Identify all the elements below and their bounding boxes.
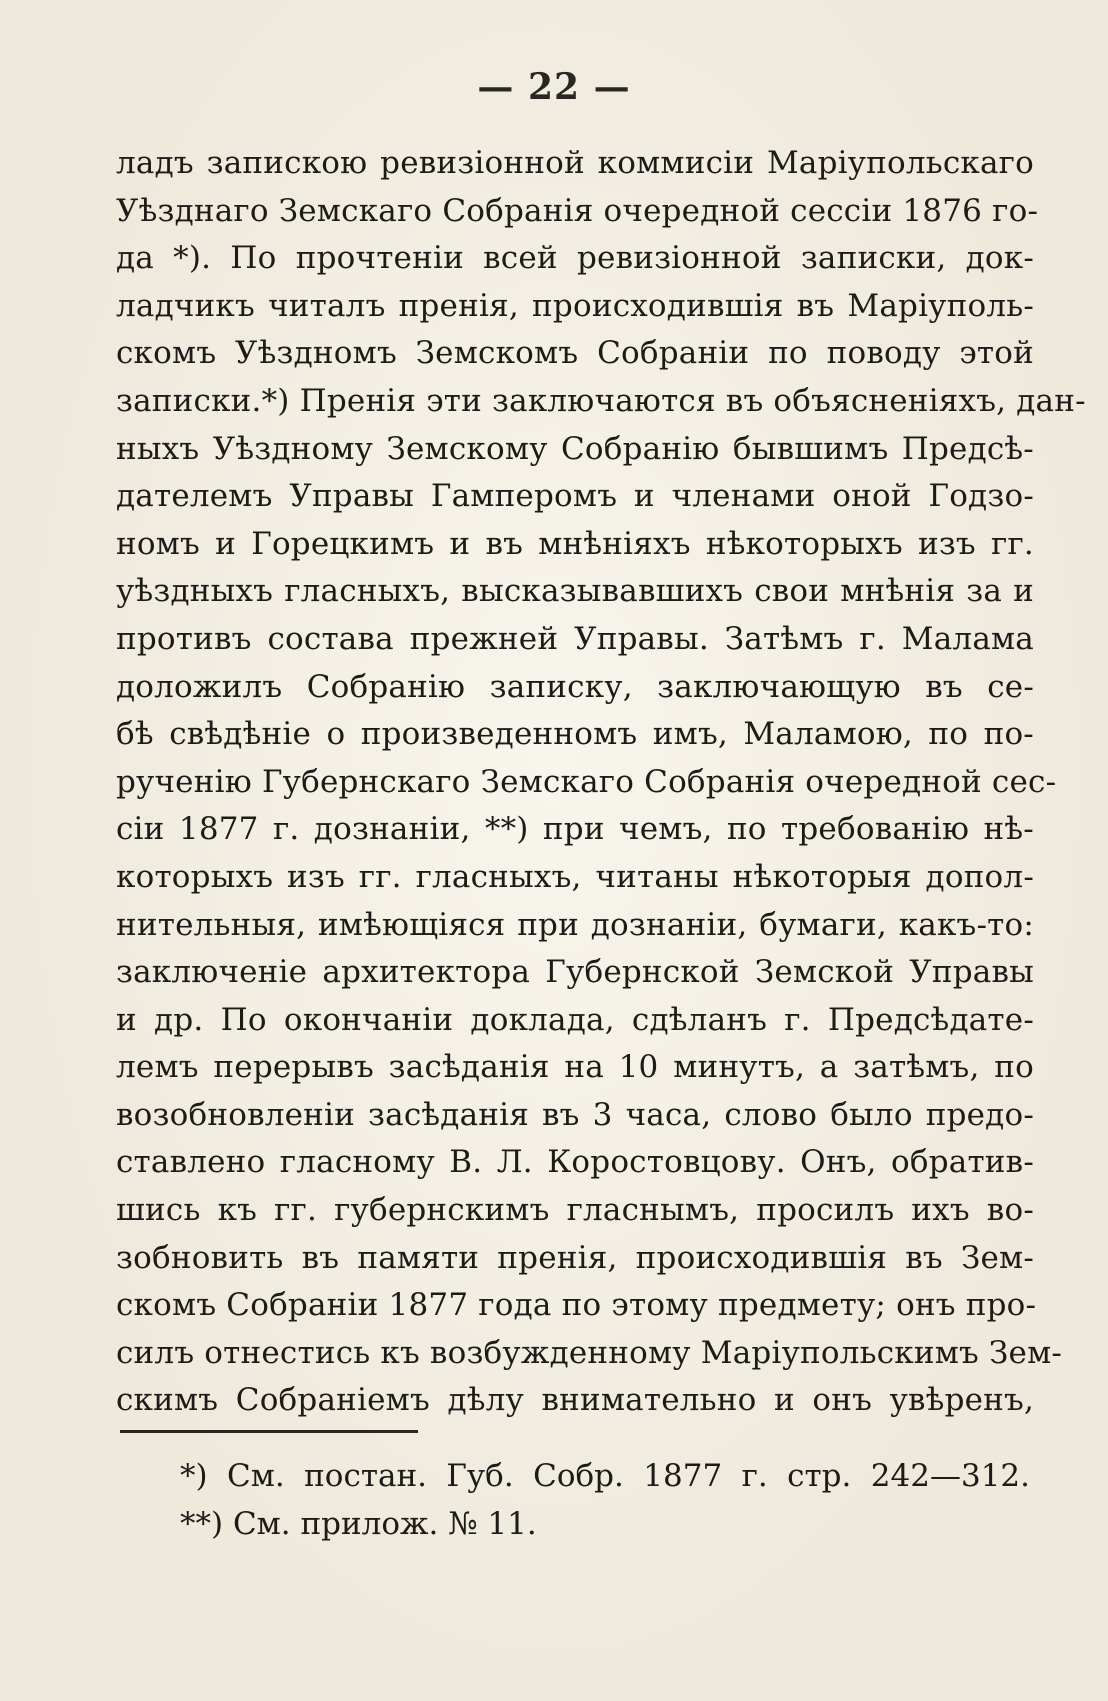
text-line: зобновить въ памяти пренія, происходившія въ Зем- [116,1239,1034,1276]
text-line: сіи 1877 г. дознаніи, **) при чемъ, по требованію нѣ- [116,811,1034,848]
text-line: ставлено гласному В. Л. Коростовцову. Онъ, обратив- [116,1144,1034,1181]
text-line: доложилъ Собранію записку, заключающую въ се- [116,668,1034,705]
text-line: силъ отнестись къ возбужденному Маріупольскимъ Зем- [116,1334,1063,1371]
text-line: ладчикъ читалъ пренія, происходившія въ Маріуполь- [116,287,1034,324]
body-text [116,140,1086,1425]
text-line: скомъ Собраніи 1877 года по этому предмету; онъ про- [116,1287,1037,1324]
text-line: нительныя, имѣющіяся при дознаніи, бумаги, какъ-то: [116,906,1034,943]
text-line: скимъ Собраніемъ дѣлу внимательно и онъ увѣренъ, [116,1382,1034,1419]
footnote: **) См. прилож. № 11. [180,1506,537,1542]
footnote: *) См. постан. Губ. Собр. 1877 г. стр. 242—312. [180,1458,1030,1494]
text-line: Уѣзднаго Земскаго Собранія очередной сессіи 1876 го- [116,192,1039,229]
text-line: номъ и Горецкимъ и въ мнѣніяхъ нѣкоторыхъ изъ гг. [116,525,1034,562]
text-line: записки.*) Пренія эти заключаются въ объясненіяхъ, дан- [116,382,1086,419]
footnotes [180,1452,1030,1548]
text-line: скомъ Уѣздномъ Земскомъ Собраніи по поводу этой [116,335,1034,372]
page-number: — 22 — [477,66,631,108]
text-line: уѣздныхъ гласныхъ, высказывавшихъ свои мнѣнія за и [116,573,1034,610]
text-line: заключеніе архитектора Губернской Земской Управы [116,954,1034,991]
text-line: лемъ перерывъ засѣданія на 10 минутъ, а затѣмъ, по [116,1049,1034,1086]
text-line: противъ состава прежней Управы. Затѣмъ г. Малама [116,620,1034,657]
footnote-separator [120,1430,418,1433]
text-line: возобновленіи засѣданія въ 3 часа, слово было предо- [116,1096,1034,1133]
text-line: бѣ свѣдѣніе о произведенномъ имъ, Маламою, по по- [116,716,1034,753]
text-line: дателемъ Управы Гамперомъ и членами оной Годзо- [116,478,1034,515]
text-line: ладъ запискою ревизіонной коммисіи Маріупольскаго [116,145,1034,181]
text-line: да *). По прочтеніи всей ревизіонной записки, док- [116,240,1034,277]
text-line: которыхъ изъ гг. гласныхъ, читаны нѣкоторыя допол- [116,858,1034,895]
text-line: рученію Губернскаго Земскаго Собранія очередной сес- [116,763,1057,800]
text-line: и др. По окончаніи доклада, сдѣланъ г. Предсѣдате- [116,1001,1034,1038]
text-line: шись къ гг. губернскимъ гласнымъ, просилъ ихъ во- [116,1192,1034,1229]
text-line: ныхъ Уѣздному Земскому Собранію бывшимъ Предсѣ- [116,430,1034,467]
